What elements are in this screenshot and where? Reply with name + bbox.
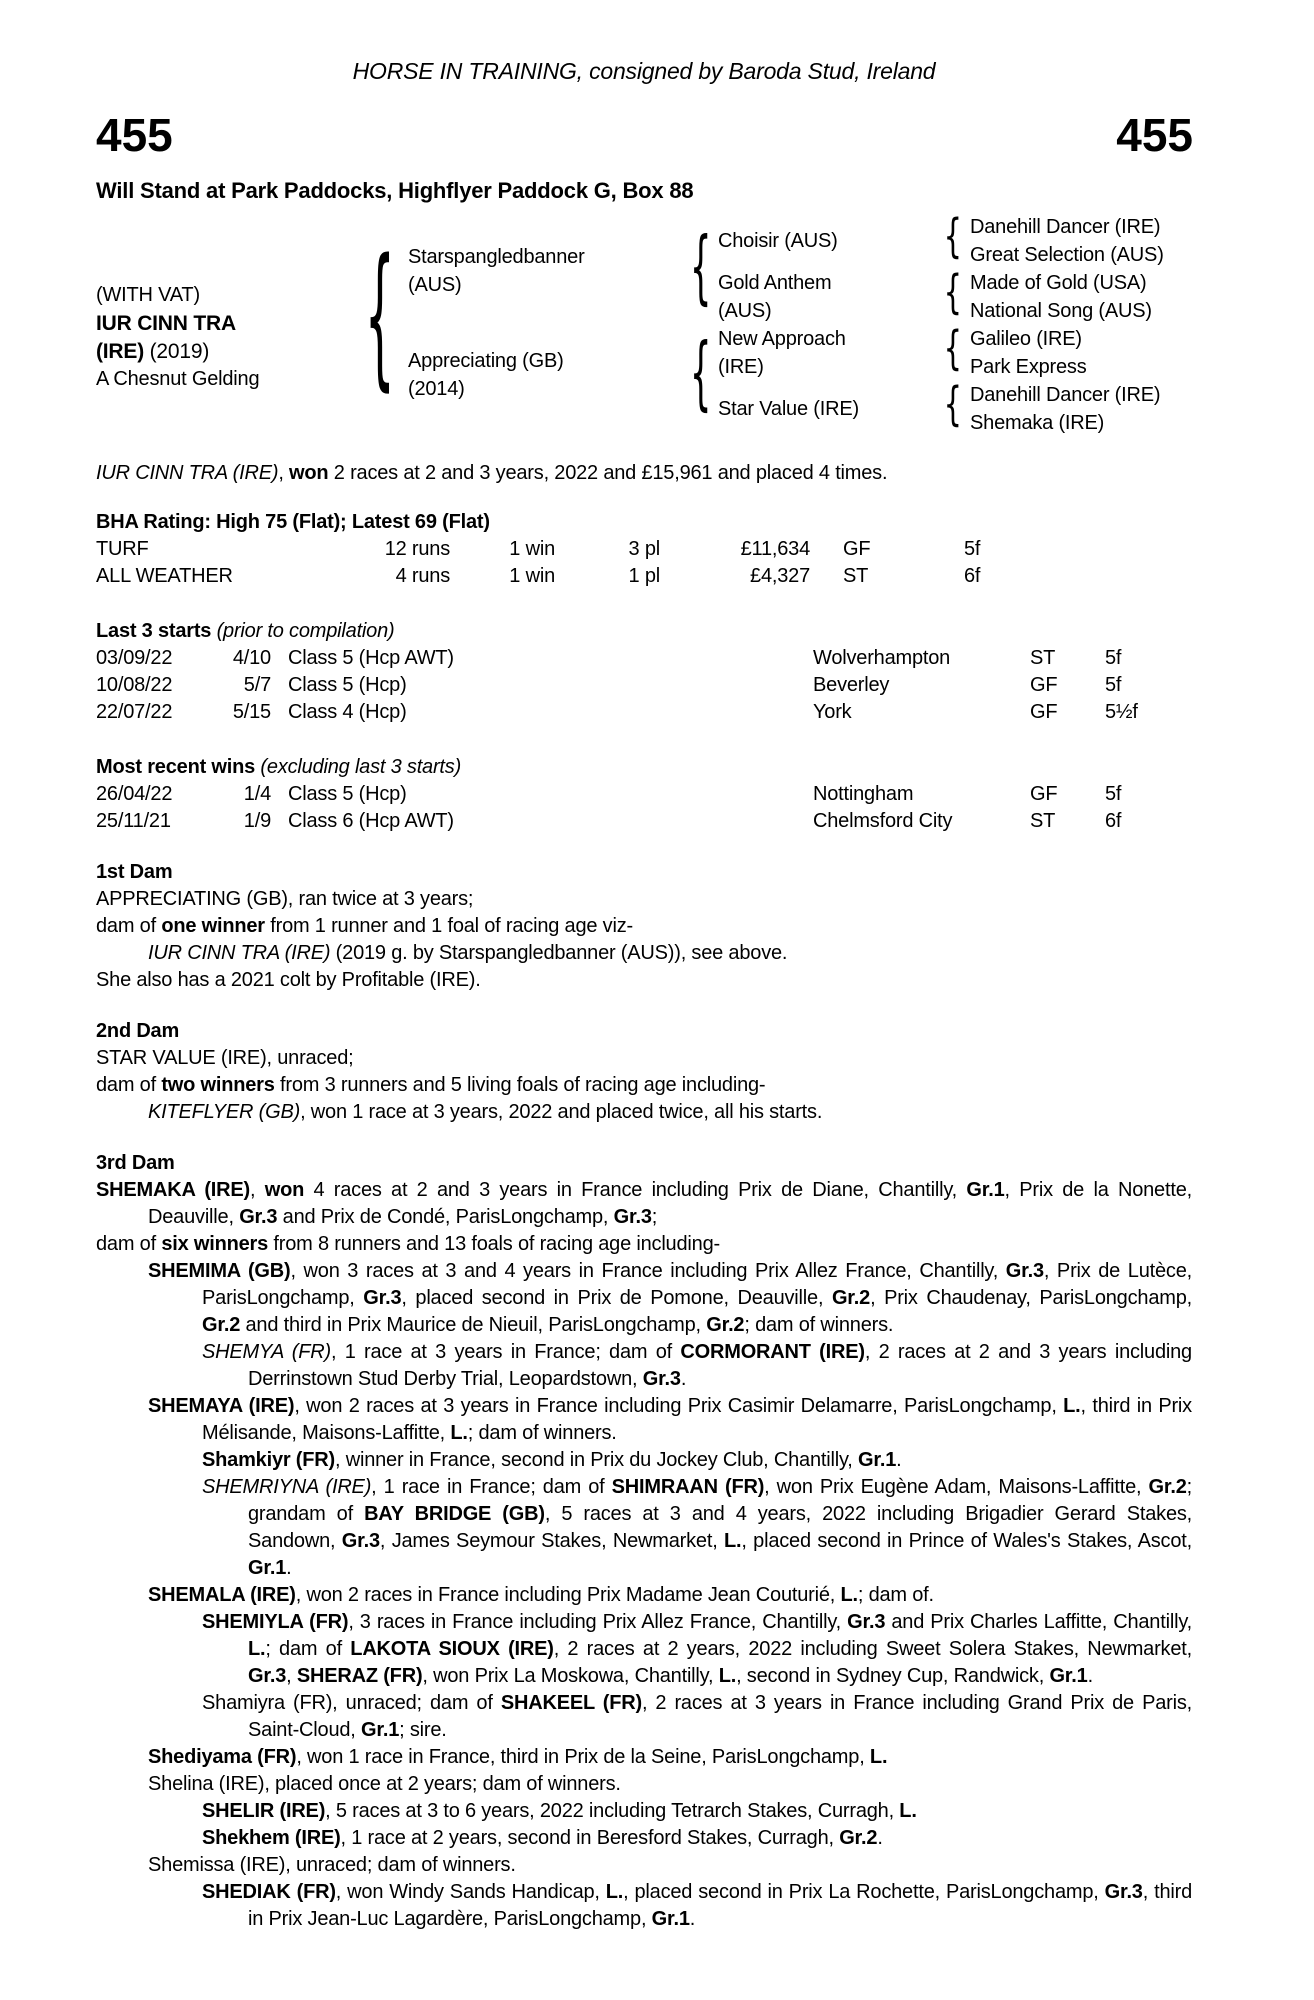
ggp-name: National Song (AUS) — [970, 300, 1152, 322]
race-distance: 5f — [1105, 647, 1122, 669]
ggp-name: Made of Gold (USA) — [970, 272, 1147, 294]
progeny-paragraph: SHELIR (IRE), 5 races at 3 to 6 years, 2022 including Tetrarch Stakes, Curragh, L. — [202, 1800, 917, 1822]
progeny-paragraph: SHEDIAK (FR), won Windy Sands Handicap, L., placed second in Prix La Rochette, ParisLongchamp, Gr.3, third in Prix Jean-Luc Lagardère, ParisLongchamp, Gr.1. — [202, 1881, 1192, 1930]
recent-wins-subtitle: (excluding last 3 starts) — [255, 756, 462, 778]
dam-record-paragraph: SHEMAKA (IRE), won 4 races at 2 and 3 years in France including Prix de Diane, Chantilly, Gr.1, Prix de la Nonette, Deauville, Gr.3 and Prix de Condé, ParisLongchamp, Gr.3; — [96, 1179, 1192, 1228]
distance-value: 5f — [964, 538, 981, 560]
progeny-paragraph: SHEMALA (IRE), won 2 races in France including Prix Madame Jean Couturié, L.; dam of. — [148, 1584, 934, 1606]
race-class: Class 5 (Hcp) — [288, 674, 407, 696]
progeny-paragraph: Shediyama (FR), won 1 race in France, third in Prix de la Seine, ParisLongchamp, L. — [148, 1746, 888, 1768]
surface-label: ALL WEATHER — [96, 565, 233, 587]
race-position: 4/10 — [232, 647, 271, 669]
first-dam-heading: 1st Dam — [96, 861, 173, 883]
catalog-number-right: 455 — [1116, 109, 1193, 161]
dam-produce-paragraph: dam of two winners from 3 runners and 5 living foals of racing age including- — [96, 1074, 766, 1096]
ggp-name: Shemaka (IRE) — [970, 412, 1105, 434]
race-position: 5/7 — [243, 674, 271, 696]
progeny-paragraph: SHEMRIYNA (IRE), 1 race in France; dam of SHIMRAAN (FR), won Prix Eugène Adam, Maisons-Laffitte, Gr.2; grandam of BAY BRIDGE (GB), 5 races at 3 and 4 years, 2022 including Brigadier Gerard Stakes, Sandown, Gr.3, James Seymour Stakes, Newmarket, L., placed second in Prince of Wales's Stakes, Ascot, Gr.1. — [202, 1476, 1193, 1579]
granddam-sire-line2: (AUS) — [718, 300, 772, 322]
race-date: 25/11/21 — [96, 810, 171, 832]
stand-location-line: Will Stand at Park Paddocks, Highflyer Paddock G, Box 88 — [96, 178, 694, 203]
race-date: 26/04/22 — [96, 783, 173, 805]
ggp-name: Great Selection (AUS) — [970, 244, 1164, 266]
earnings-value: £11,634 — [740, 538, 810, 560]
grandsire-dam-line1: New Approach — [718, 328, 846, 350]
race-venue: Wolverhampton — [813, 647, 951, 669]
subject-suffix-year: (IRE) (2019) — [96, 340, 210, 363]
dam-produce-paragraph: dam of six winners from 8 runners and 13 foals of racing age including- — [96, 1233, 720, 1255]
progeny-paragraph: Shelina (IRE), placed once at 2 years; dam of winners. — [148, 1773, 621, 1795]
race-class: Class 4 (Hcp) — [288, 701, 407, 723]
third-dam-section — [96, 1150, 1192, 1933]
race-distance: 5f — [1105, 783, 1122, 805]
race-date: 22/07/22 — [96, 701, 173, 723]
going-value: ST — [843, 565, 869, 587]
race-position: 1/4 — [243, 783, 271, 805]
surface-stats-table — [96, 536, 1192, 590]
subject-horse-name: IUR CINN TRA — [96, 312, 236, 335]
progeny-paragraph: Shemissa (IRE), unraced; dam of winners. — [148, 1854, 516, 1876]
race-venue: Beverley — [813, 674, 890, 696]
last-3-starts-subtitle: (prior to compilation) — [211, 620, 395, 642]
progeny-paragraph: IUR CINN TRA (IRE) (2019 g. by Starspangledbanner (AUS)), see above. — [148, 942, 788, 964]
pedigree-brace-sire: { — [689, 222, 712, 314]
dam-name-line2: (2014) — [408, 378, 465, 400]
first-dam-section — [96, 859, 1192, 994]
race-date: 10/08/22 — [96, 674, 173, 696]
progeny-paragraph: SHEMYA (FR), 1 race at 3 years in France; dam of CORMORANT (IRE), 2 races at 2 and 3 years including Derrinstown Stud Derby Trial, Leopardstown, Gr.3. — [202, 1341, 1192, 1390]
surface-label: TURF — [96, 538, 149, 560]
sire-name-line1: Starspangledbanner — [408, 246, 585, 268]
race-distance: 6f — [1105, 810, 1122, 832]
race-distance: 5f — [1105, 674, 1122, 696]
subject-vat-note: (WITH VAT) — [96, 284, 200, 306]
second-dam-heading: 2nd Dam — [96, 1020, 180, 1042]
granddam-dam: Star Value (IRE) — [718, 398, 859, 420]
wins-value: 1 win — [509, 565, 555, 587]
pedigree-table — [96, 210, 1192, 440]
runs-value: 12 runs — [384, 538, 450, 560]
race-class: Class 5 (Hcp) — [288, 783, 407, 805]
granddam-sire-line1: Gold Anthem — [718, 272, 832, 294]
distance-value: 6f — [964, 565, 981, 587]
progeny-paragraph: KITEFLYER (GB), won 1 race at 3 years, 2022 and placed twice, all his starts. — [148, 1101, 823, 1123]
race-going: ST — [1030, 647, 1056, 669]
race-going: GF — [1030, 701, 1058, 723]
race-record-summary: IUR CINN TRA (IRE), won 2 races at 2 and 3 years, 2022 and £15,961 and placed 4 times. — [96, 462, 888, 484]
places-value: 1 pl — [628, 565, 660, 587]
race-venue: Chelmsford City — [813, 810, 953, 832]
recent-wins-heading — [96, 754, 1192, 781]
ggp-name: Park Express — [970, 356, 1087, 378]
third-dam-heading: 3rd Dam — [96, 1152, 175, 1174]
main-column — [96, 210, 1193, 1933]
progeny-paragraph: Shamkiyr (FR), winner in France, second in Prix du Jockey Club, Chantilly, Gr.1. — [202, 1449, 902, 1471]
subject-description: A Chesnut Gelding — [96, 368, 260, 390]
grandsire-sire: Choisir (AUS) — [718, 230, 838, 252]
recent-wins-table — [96, 781, 1192, 835]
race-distance: 5½f — [1105, 701, 1138, 723]
earnings-value: £4,327 — [750, 565, 810, 587]
dam-record-paragraph: APPRECIATING (GB), ran twice at 3 years; — [96, 888, 474, 910]
places-value: 3 pl — [628, 538, 660, 560]
race-position: 5/15 — [232, 701, 271, 723]
race-position: 1/9 — [243, 810, 271, 832]
going-value: GF — [843, 538, 871, 560]
pedigree-brace-gen1: { — [364, 228, 395, 407]
pedigree-brace-gg1: { — [943, 210, 962, 264]
race-going: GF — [1030, 783, 1058, 805]
dam-produce-paragraph: dam of one winner from 1 runner and 1 foal of racing age viz- — [96, 915, 633, 937]
progeny-paragraph: Shamiyra (FR), unraced; dam of SHAKEEL (FR), 2 races at 3 years in France including Grand Prix de Paris, Saint-Cloud, Gr.1; sire. — [202, 1692, 1193, 1741]
dam-note-paragraph: She also has a 2021 colt by Profitable (IRE). — [96, 969, 481, 991]
recent-wins-title: Most recent wins — [96, 756, 256, 778]
dam-name-line1: Appreciating (GB) — [408, 350, 564, 372]
pedigree-brace-dam: { — [689, 328, 712, 420]
race-class: Class 5 (Hcp AWT) — [288, 647, 454, 669]
last-3-starts-table — [96, 645, 1192, 726]
race-venue: Nottingham — [813, 783, 914, 805]
ggp-name: Danehill Dancer (IRE) — [970, 216, 1161, 238]
progeny-paragraph: SHEMAYA (IRE), won 2 races at 3 years in France including Prix Casimir Delamarre, ParisLongchamp, L., third in Prix Mélisande, Maisons-Laffitte, L.; dam of winners. — [148, 1395, 1192, 1444]
wins-value: 1 win — [509, 538, 555, 560]
catalog-number-left: 455 — [96, 109, 173, 161]
race-going: ST — [1030, 810, 1056, 832]
race-class: Class 6 (Hcp AWT) — [288, 810, 454, 832]
ggp-name: Danehill Dancer (IRE) — [970, 384, 1161, 406]
dam-record-paragraph: STAR VALUE (IRE), unraced; — [96, 1047, 354, 1069]
last-3-starts-title: Last 3 starts — [96, 620, 212, 642]
last-3-starts-heading — [96, 618, 1192, 645]
progeny-paragraph: Shekhem (IRE), 1 race at 2 years, second in Beresford Stakes, Curragh, Gr.2. — [202, 1827, 883, 1849]
sire-name-line2: (AUS) — [408, 274, 462, 296]
bha-rating-heading: BHA Rating: High 75 (Flat); Latest 69 (Flat) — [96, 511, 490, 533]
progeny-paragraph: SHEMIMA (GB), won 3 races at 3 and 4 years in France including Prix Allez France, Chantilly, Gr.3, Prix de Lutèce, ParisLongchamp, Gr.3, placed second in Prix de Pomone, Deauville, Gr.2, Prix Chaudenay, ParisLongchamp, Gr.2 and third in Prix Maurice de Nieuil, ParisLongchamp, Gr.2; dam of winners. — [148, 1260, 1192, 1336]
progeny-paragraph: SHEMIYLA (FR), 3 races in France including Prix Allez France, Chantilly, Gr.3 and Prix Charles Laffitte, Chantilly, L.; dam of LAKOTA SIOUX (IRE), 2 races at 2 years, 2022 including Sweet Solera Stakes, Newmarket, Gr.3, SHERAZ (FR), won Prix La Moskowa, Chantilly, L., second in Sydney Cup, Randwick, Gr.1. — [202, 1611, 1192, 1687]
pedigree-brace-gg2: { — [943, 266, 962, 320]
runs-value: 4 runs — [395, 565, 450, 587]
race-date: 03/09/22 — [96, 647, 173, 669]
pedigree-brace-gg4: { — [943, 378, 962, 432]
second-dam-section — [96, 1018, 1192, 1126]
pedigree-brace-gg3: { — [943, 322, 962, 376]
grandsire-dam-line2: (IRE) — [718, 356, 764, 378]
page-title: HORSE IN TRAINING, consigned by Baroda Stud, Ireland — [352, 58, 936, 84]
ggp-name: Galileo (IRE) — [970, 328, 1082, 350]
race-going: GF — [1030, 674, 1058, 696]
race-venue: York — [813, 701, 852, 723]
